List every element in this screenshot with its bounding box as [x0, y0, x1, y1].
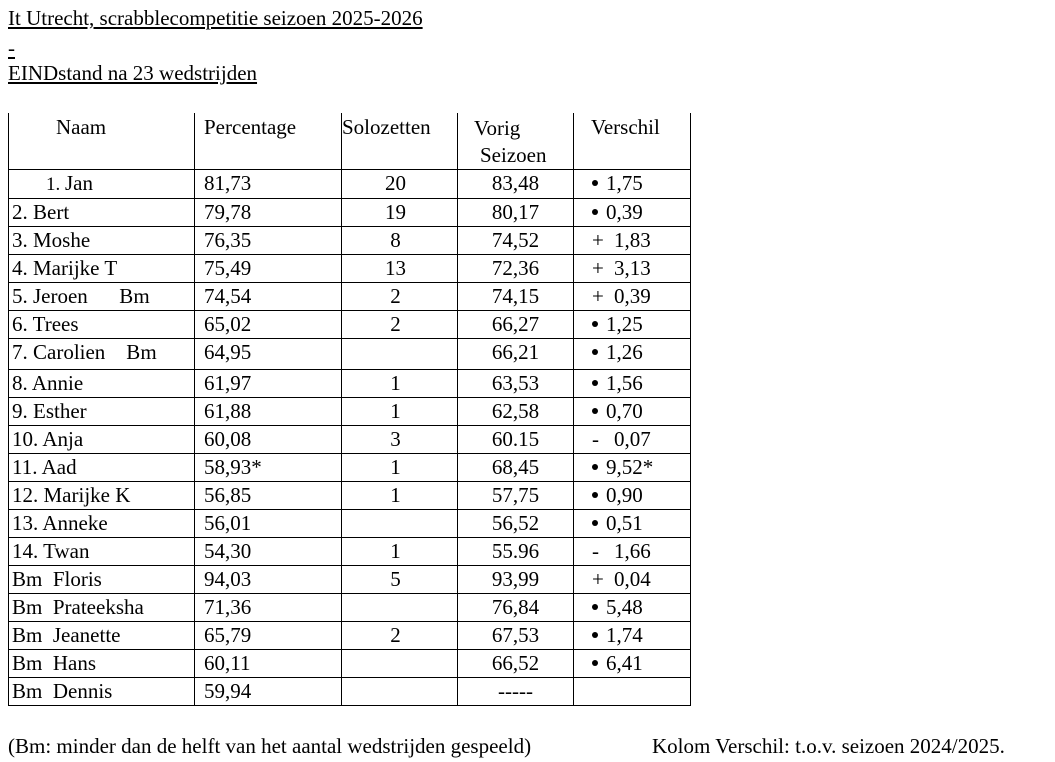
table-row	[9, 227, 691, 255]
table-row	[9, 283, 691, 311]
bullet-icon	[592, 660, 598, 666]
cell-naam	[9, 538, 195, 566]
cell-verschil	[574, 227, 691, 255]
table-row	[9, 678, 691, 706]
player-name: Jeroen Bm	[33, 284, 150, 308]
table-header	[9, 113, 691, 170]
table-body	[9, 170, 691, 706]
cell-vorig-seizoen: 72,36	[458, 255, 574, 283]
cell-vorig-seizoen: 74,15	[458, 283, 574, 311]
table-row	[9, 482, 691, 510]
cell-vorig-seizoen: 83,48	[458, 170, 574, 199]
bullet-icon	[592, 349, 598, 355]
cell-percentage: 65,79	[195, 622, 342, 650]
bullet-icon	[592, 520, 598, 526]
cell-naam	[9, 482, 195, 510]
player-name: Trees	[32, 312, 79, 336]
bullet-icon	[592, 408, 598, 414]
sign-symbol: +	[592, 567, 604, 591]
cell-verschil	[574, 255, 691, 283]
player-name: Bert	[33, 200, 70, 224]
table-row	[9, 622, 691, 650]
cell-solozetten	[342, 339, 458, 370]
cell-naam	[9, 227, 195, 255]
cell-naam	[9, 311, 195, 339]
bullet-icon	[592, 604, 598, 610]
difference-value: 0,39	[606, 200, 643, 224]
table-row	[9, 370, 691, 398]
cell-naam	[9, 370, 195, 398]
cell-vorig-seizoen: 76,84	[458, 594, 574, 622]
cell-verschil	[574, 339, 691, 370]
cell-percentage: 54,30	[195, 538, 342, 566]
footer-note-bm: (Bm: minder dan de helft van het aantal wedstrijden gespeeld)	[8, 734, 532, 758]
cell-percentage: 94,03	[195, 566, 342, 594]
cell-solozetten: 2	[342, 622, 458, 650]
document-title: It Utrecht, scrabblecompetitie seizoen 2025-2026	[8, 6, 423, 30]
cell-solozetten: 1	[342, 398, 458, 426]
rank-number: 8.	[12, 371, 28, 395]
header-vorig-seizoen	[458, 113, 574, 170]
cell-percentage: 60,08	[195, 426, 342, 454]
cell-vorig-seizoen: 67,53	[458, 622, 574, 650]
rank-number: 4.	[12, 256, 28, 280]
standings-table	[8, 113, 691, 706]
rank-number: Bm	[12, 595, 43, 619]
player-name: Hans	[52, 651, 97, 675]
cell-solozetten: 1	[342, 370, 458, 398]
cell-percentage: 59,94	[195, 678, 342, 706]
header-seizoen: Seizoen	[480, 143, 547, 167]
cell-solozetten: 13	[342, 255, 458, 283]
rank-number: 6.	[12, 312, 28, 336]
cell-percentage: 61,88	[195, 398, 342, 426]
player-name: Prateeksha	[52, 595, 144, 619]
cell-vorig-seizoen: 63,53	[458, 370, 574, 398]
difference-value: 0,04	[614, 567, 651, 591]
sign-symbol: +	[592, 256, 604, 280]
cell-solozetten: 2	[342, 311, 458, 339]
difference-value: 1,74	[606, 623, 643, 647]
cell-verschil	[574, 622, 691, 650]
cell-verschil	[574, 482, 691, 510]
rank-number: Bm	[12, 567, 43, 591]
cell-verschil	[574, 283, 691, 311]
bullet-icon	[592, 321, 598, 327]
difference-value: 1,56	[606, 371, 643, 395]
cell-vorig-seizoen: 68,45	[458, 454, 574, 482]
cell-verschil	[574, 370, 691, 398]
difference-value: 3,13	[614, 256, 651, 280]
rank-number: 14.	[12, 539, 39, 563]
bullet-icon	[592, 180, 598, 186]
bullet-icon	[592, 492, 598, 498]
difference-value: 5,48	[606, 595, 643, 619]
sign-symbol: -	[592, 427, 599, 451]
cell-solozetten: 20	[342, 170, 458, 199]
sign-symbol: +	[592, 284, 604, 308]
cell-verschil	[574, 650, 691, 678]
sign-symbol: -	[592, 539, 599, 563]
cell-naam	[9, 678, 195, 706]
cell-naam	[9, 339, 195, 370]
cell-naam	[9, 426, 195, 454]
table-row	[9, 510, 691, 538]
rank-number: 13.	[12, 511, 39, 535]
rank-number: 12.	[12, 483, 39, 507]
difference-value: 1,25	[606, 312, 643, 336]
cell-solozetten: 1	[342, 538, 458, 566]
cell-vorig-seizoen: 93,99	[458, 566, 574, 594]
table-row	[9, 538, 691, 566]
cell-percentage: 61,97	[195, 370, 342, 398]
player-name: Aad	[41, 455, 77, 479]
document-subtitle: EINDstand na 23 wedstrijden	[8, 61, 258, 85]
header-naam: Naam	[9, 113, 195, 170]
header-solozetten: Solozetten	[342, 113, 458, 170]
cell-solozetten: 2	[342, 283, 458, 311]
player-name: Marijke T	[33, 256, 118, 280]
cell-naam	[9, 650, 195, 678]
rank-number: 10.	[12, 427, 39, 451]
difference-value: 1,26	[606, 340, 643, 364]
cell-vorig-seizoen: 66,52	[458, 650, 574, 678]
difference-value: 1,83	[614, 228, 651, 252]
cell-percentage: 58,93*	[195, 454, 342, 482]
cell-verschil	[574, 566, 691, 594]
table-row	[9, 594, 691, 622]
rank-number: Bm	[12, 679, 43, 703]
separator-dash: -	[8, 36, 15, 60]
cell-percentage: 81,73	[195, 170, 342, 199]
cell-solozetten	[342, 678, 458, 706]
table-row	[9, 255, 691, 283]
cell-naam	[9, 566, 195, 594]
cell-percentage: 60,11	[195, 650, 342, 678]
player-name: Twan	[43, 539, 90, 563]
cell-vorig-seizoen: 66,27	[458, 311, 574, 339]
cell-solozetten	[342, 510, 458, 538]
rank-number: 5.	[12, 284, 28, 308]
cell-verschil	[574, 426, 691, 454]
cell-verschil	[574, 311, 691, 339]
table-row	[9, 426, 691, 454]
rank-number: Bm	[12, 623, 43, 647]
table-row	[9, 454, 691, 482]
cell-naam	[9, 199, 195, 227]
cell-solozetten	[342, 594, 458, 622]
player-name: Dennis	[52, 679, 113, 703]
rank-number: 7.	[12, 340, 28, 364]
cell-vorig-seizoen: 80,17	[458, 199, 574, 227]
cell-solozetten: 19	[342, 199, 458, 227]
bullet-icon	[592, 380, 598, 386]
cell-vorig-seizoen: 56,52	[458, 510, 574, 538]
cell-naam	[9, 454, 195, 482]
rank-number: Bm	[12, 651, 43, 675]
bullet-icon	[592, 209, 598, 215]
table-row	[9, 170, 691, 199]
header-vorig: Vorig	[474, 116, 521, 140]
cell-percentage: 71,36	[195, 594, 342, 622]
cell-verschil	[574, 678, 691, 706]
cell-percentage: 65,02	[195, 311, 342, 339]
cell-naam	[9, 510, 195, 538]
cell-percentage: 56,85	[195, 482, 342, 510]
cell-naam	[9, 283, 195, 311]
player-name: Jeanette	[52, 623, 121, 647]
cell-vorig-seizoen: 66,21	[458, 339, 574, 370]
player-name: Esther	[33, 399, 87, 423]
cell-solozetten	[342, 650, 458, 678]
cell-naam	[9, 622, 195, 650]
rank-number: 11.	[12, 455, 38, 479]
header-verschil: Verschil	[574, 113, 691, 170]
difference-value: 1,75	[606, 171, 643, 195]
cell-percentage: 79,78	[195, 199, 342, 227]
player-name: Moshe	[33, 228, 91, 252]
cell-naam	[9, 170, 195, 199]
cell-verschil	[574, 454, 691, 482]
difference-value: 0,07	[614, 427, 651, 451]
cell-vorig-seizoen: 62,58	[458, 398, 574, 426]
cell-verschil	[574, 170, 691, 199]
cell-naam	[9, 398, 195, 426]
cell-naam	[9, 594, 195, 622]
rank-number: 9.	[12, 399, 28, 423]
cell-verschil	[574, 199, 691, 227]
cell-vorig-seizoen: 74,52	[458, 227, 574, 255]
player-name: Marijke K	[43, 483, 131, 507]
difference-value: 1,66	[614, 539, 651, 563]
difference-value: 0,70	[606, 399, 643, 423]
player-name: Anja	[42, 427, 84, 451]
difference-value: 0,90	[606, 483, 643, 507]
cell-vorig-seizoen: 60.15	[458, 426, 574, 454]
player-name: Carolien Bm	[33, 340, 157, 364]
footer-note-verschil: Kolom Verschil: t.o.v. seizoen 2024/2025.	[652, 734, 1005, 758]
player-name: Anneke	[42, 511, 108, 535]
table-row	[9, 650, 691, 678]
bullet-icon	[592, 632, 598, 638]
rank-number: 2.	[12, 200, 28, 224]
cell-solozetten: 8	[342, 227, 458, 255]
player-name: Floris	[52, 567, 102, 591]
cell-verschil	[574, 594, 691, 622]
cell-percentage: 76,35	[195, 227, 342, 255]
cell-naam	[9, 255, 195, 283]
player-name: Jan	[65, 171, 93, 195]
cell-vorig-seizoen: 57,75	[458, 482, 574, 510]
cell-solozetten: 1	[342, 482, 458, 510]
player-name: Annie	[31, 371, 84, 395]
cell-vorig-seizoen: 55.96	[458, 538, 574, 566]
cell-verschil	[574, 510, 691, 538]
cell-percentage: 74,54	[195, 283, 342, 311]
table-row	[9, 398, 691, 426]
cell-percentage: 56,01	[195, 510, 342, 538]
table-row	[9, 339, 691, 370]
rank-number: 1.	[46, 174, 61, 195]
cell-percentage: 64,95	[195, 339, 342, 370]
difference-value: 0,51	[606, 511, 643, 535]
cell-solozetten: 1	[342, 454, 458, 482]
table-row	[9, 566, 691, 594]
header-percentage: Percentage	[195, 113, 342, 170]
cell-verschil	[574, 538, 691, 566]
difference-value: 0,39	[614, 284, 651, 308]
table-row	[9, 311, 691, 339]
difference-value: 9,52*	[606, 455, 654, 479]
cell-verschil	[574, 398, 691, 426]
cell-solozetten: 5	[342, 566, 458, 594]
difference-value: 6,41	[606, 651, 643, 675]
cell-vorig-seizoen: -----	[458, 678, 574, 706]
rank-number: 3.	[12, 228, 28, 252]
sign-symbol: +	[592, 228, 604, 252]
cell-solozetten: 3	[342, 426, 458, 454]
bullet-icon	[592, 464, 598, 470]
table-row	[9, 199, 691, 227]
cell-percentage: 75,49	[195, 255, 342, 283]
